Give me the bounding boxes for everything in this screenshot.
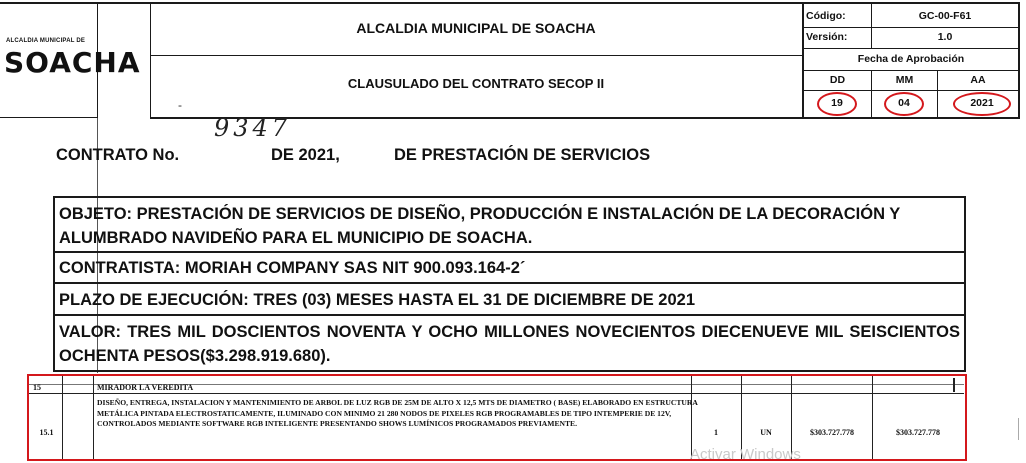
contract-number-label: CONTRATO No.: [56, 146, 180, 164]
contract-year: DE 2021,: [271, 146, 340, 164]
plazo-box: PLAZO DE EJECUCIÓN: TRES (03) MESES HASTA EL 31 DE DICIEMBRE DE 2021: [53, 284, 966, 316]
version-label: Versión:: [806, 31, 848, 43]
row-description: DISEÑO, ENTREGA, INSTALACION Y MANTENIMIENTO DE ARBOL DE LUZ RGB DE 25M DE ALTO X 12,5 MTS DE DIAMETRO ( BASE) ELABORADO EN ESTRUCTURA METÁLICA PINTADA ELECTROSTATICAMENTE, ILUMINADO CON MINIMO 21 280 NODOS DE PIXELES RGB PROGRAMABLES DE TIPO INTEMPERIE DE 12V, CONTROLADOS MEDIANTE SOFTWARE RGB INTELIGENTE PRESENTANDO SHOWS LUMÍNICOS PROGRAMADOS PREVIAMENTE.: [97, 398, 698, 429]
aa-label: AA: [970, 74, 986, 86]
dd-label: DD: [829, 74, 846, 86]
row-unit: UN: [760, 428, 772, 437]
codigo-label: Código:: [806, 10, 846, 22]
row-quantity: 1: [714, 428, 718, 437]
section-number: 15: [33, 383, 41, 392]
mm-label: MM: [895, 74, 914, 86]
row-unit-price: $303.727.778: [810, 428, 854, 437]
contract-type: DE PRESTACIÓN DE SERVICIOS: [394, 146, 651, 164]
document-subtitle: CLAUSULADO DEL CONTRATO SECOP II: [347, 76, 605, 91]
logo-wordmark: SOACHA: [4, 46, 141, 79]
item-table: [27, 374, 967, 461]
valor-box: VALOR: TRES MIL DOSCIENTOS NOVENTA Y OCHO MILLONES NOVECIENTOS DIECENUEVE MIL SEISCIENTOS OCHENTA PESOS($3.298.919.680).: [53, 316, 966, 372]
version-value: 1.0: [937, 31, 953, 43]
handwritten-contract-number: 9347: [214, 114, 292, 142]
fecha-aprobacion-label: Fecha de Aprobación: [857, 53, 965, 65]
logo-caption: ALCALDIA MUNICIPAL DE: [6, 38, 86, 44]
windows-activation-watermark: Activar Windows: [690, 446, 801, 463]
objeto-box: OBJETO: PRESTACIÓN DE SERVICIOS DE DISEÑO, PRODUCCIÓN E INSTALACIÓN DE LA DECORACIÓN Y ALUMBRADO NAVIDEÑO PARA EL MUNICIPIO DE SOACHA.: [53, 196, 966, 253]
document-title: ALCALDIA MUNICIPAL DE SOACHA: [356, 20, 596, 36]
mm-value: 04: [898, 97, 910, 109]
aa-value: 2021: [970, 97, 994, 109]
dd-value: 19: [831, 97, 843, 109]
section-title: MIRADOR LA VEREDITA: [97, 383, 194, 392]
row-number: 15.1: [39, 428, 54, 437]
row-total: $303.727.778: [896, 428, 940, 437]
codigo-value: GC-00-F61: [918, 10, 972, 22]
document-header: ALCALDIA MUNICIPAL DE SOACHA ALCALDIA MUNICIPAL DE SOACHA CLAUSULADO DEL CONTRATO SECOP II - Código: GC-00-F61 Versión: 1.0 Fecha de Aprobación DD MM AA 19 04 2021: [0, 0, 1020, 117]
contratista-box: CONTRATISTA: MORIAH COMPANY SAS NIT 900.093.164-2´: [53, 253, 966, 284]
